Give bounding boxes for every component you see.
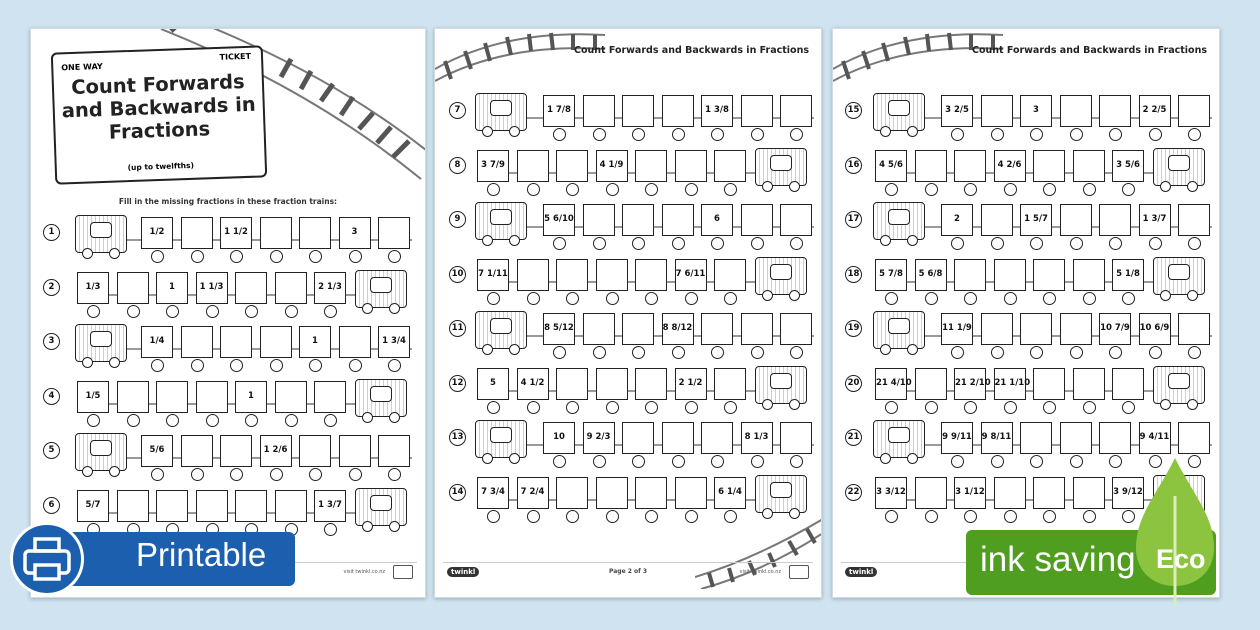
twinkl-logo: twinkl: [845, 567, 877, 577]
train-carriage-blank[interactable]: [1073, 477, 1105, 509]
question-number: 17: [845, 211, 862, 228]
train-carriage-given: 1 1/3: [196, 272, 228, 304]
train-engine-icon: [75, 215, 127, 253]
train-carriage-given: 3 7/9: [477, 150, 509, 182]
train-carriage-given: 1 3/8: [701, 95, 733, 127]
train-carriage-given: 2 1/2: [675, 368, 707, 400]
train-row: [435, 475, 821, 521]
train-carriage-blank[interactable]: [714, 259, 746, 291]
train-carriage-blank[interactable]: [915, 150, 947, 182]
train-carriage-blank[interactable]: [583, 95, 615, 127]
train-engine-icon: [475, 202, 527, 240]
train-carriage-blank[interactable]: [314, 381, 346, 413]
train-carriage-blank[interactable]: [117, 381, 149, 413]
train-carriage-blank[interactable]: [1060, 204, 1092, 236]
train-engine-icon: [755, 475, 807, 513]
page-thumbnail-icon: [789, 565, 809, 579]
train-carriage-given: 8 8/12: [662, 313, 694, 345]
train-carriage-blank[interactable]: [1178, 204, 1210, 236]
eco-label: Eco: [1156, 544, 1206, 574]
train-carriage-given: 5/7: [77, 490, 109, 522]
train-carriage-blank[interactable]: [517, 150, 549, 182]
worksheet-title: Count Forwards and Backwards in Fractions: [61, 69, 257, 144]
footer-url: visit twinkl.co.nz: [343, 569, 385, 575]
train-engine-icon: [75, 324, 127, 362]
instructions: Fill in the missing fractions in these fraction trains:: [118, 197, 338, 206]
train-carriage-blank[interactable]: [741, 204, 773, 236]
train-row: [833, 311, 1219, 357]
train-engine-icon: [755, 366, 807, 404]
question-number: 9: [449, 211, 466, 228]
train-row: [31, 324, 425, 370]
train-carriage-blank[interactable]: [1178, 313, 1210, 345]
train-carriage-blank[interactable]: [181, 435, 213, 467]
train-carriage-given: 3: [339, 217, 371, 249]
train-carriage-blank[interactable]: [339, 326, 371, 358]
railway-track-decoration: [833, 29, 1003, 89]
question-number: 10: [449, 266, 466, 283]
train-carriage-blank[interactable]: [517, 259, 549, 291]
worksheet-page-1: [30, 28, 426, 598]
worksheet-page-2: [434, 28, 822, 598]
train-carriage-blank[interactable]: [915, 477, 947, 509]
printer-icon: [13, 525, 81, 593]
train-carriage-blank[interactable]: [994, 259, 1026, 291]
page-title: Count Forwards and Backwards in Fractions: [971, 45, 1207, 56]
train-carriage-given: 1 3/4: [378, 326, 410, 358]
railway-track-decoration: [435, 29, 605, 89]
train-carriage-blank[interactable]: [260, 326, 292, 358]
train-carriage-blank[interactable]: [1033, 477, 1065, 509]
train-carriage-given: 2 1/3: [314, 272, 346, 304]
train-row: [833, 93, 1219, 139]
leaf-icon: [1134, 456, 1216, 606]
question-number: 22: [845, 484, 862, 501]
train-row: [833, 257, 1219, 303]
train-engine-icon: [873, 202, 925, 240]
question-number: 11: [449, 320, 466, 337]
train-carriage-blank[interactable]: [981, 95, 1013, 127]
question-number: 14: [449, 484, 466, 501]
train-carriage-given: 6 1/4: [714, 477, 746, 509]
train-carriage-blank[interactable]: [714, 368, 746, 400]
train-carriage-blank[interactable]: [1073, 150, 1105, 182]
ink-saving-label: ink saving: [980, 540, 1136, 579]
train-carriage-given: 4 1/2: [517, 368, 549, 400]
train-carriage-given: 3 3/12: [875, 477, 907, 509]
train-carriage-blank[interactable]: [196, 381, 228, 413]
train-row: [833, 366, 1219, 412]
train-carriage-blank[interactable]: [780, 313, 812, 345]
train-carriage-blank[interactable]: [220, 326, 252, 358]
train-carriage-blank[interactable]: [275, 272, 307, 304]
train-carriage-blank[interactable]: [299, 435, 331, 467]
train-carriage-blank[interactable]: [235, 490, 267, 522]
train-carriage-blank[interactable]: [662, 204, 694, 236]
train-carriage-blank[interactable]: [954, 259, 986, 291]
train-carriage-blank[interactable]: [662, 422, 694, 454]
question-number: 5: [43, 442, 60, 459]
train-carriage-blank[interactable]: [378, 217, 410, 249]
train-carriage-given: 10 7/9: [1099, 313, 1131, 345]
train-carriage-blank[interactable]: [622, 204, 654, 236]
train-carriage-blank[interactable]: [220, 435, 252, 467]
train-carriage-blank[interactable]: [780, 204, 812, 236]
train-row: [435, 93, 821, 139]
train-carriage-given: 1 3/7: [314, 490, 346, 522]
train-carriage-blank[interactable]: [780, 422, 812, 454]
train-carriage-blank[interactable]: [1073, 368, 1105, 400]
train-carriage-given: 7 1/11: [477, 259, 509, 291]
train-carriage-blank[interactable]: [117, 272, 149, 304]
train-carriage-blank[interactable]: [1112, 368, 1144, 400]
train-row: [435, 202, 821, 248]
train-carriage-blank[interactable]: [981, 204, 1013, 236]
footer-url: visit twinkl.co.nz: [739, 569, 781, 575]
train-carriage-blank[interactable]: [1178, 422, 1210, 454]
train-engine-icon: [75, 433, 127, 471]
train-carriage-blank[interactable]: [299, 217, 331, 249]
train-carriage-given: 5/6: [141, 435, 173, 467]
train-engine-icon: [755, 257, 807, 295]
question-number: 3: [43, 333, 60, 350]
train-carriage-blank[interactable]: [596, 477, 628, 509]
train-carriage-given: 9 2/3: [583, 422, 615, 454]
train-carriage-given: 8 5/12: [543, 313, 575, 345]
question-number: 12: [449, 375, 466, 392]
train-row: [31, 379, 425, 425]
train-carriage-blank[interactable]: [117, 490, 149, 522]
train-carriage-blank[interactable]: [556, 259, 588, 291]
train-carriage-blank[interactable]: [635, 150, 667, 182]
train-row: [833, 202, 1219, 248]
train-carriage-blank[interactable]: [1060, 95, 1092, 127]
train-carriage-given: 1: [156, 272, 188, 304]
train-engine-icon: [475, 311, 527, 349]
train-row: [31, 215, 425, 261]
train-engine-icon: [1153, 257, 1205, 295]
train-carriage-blank[interactable]: [156, 490, 188, 522]
train-row: [833, 148, 1219, 194]
question-number: 2: [43, 279, 60, 296]
train-engine-icon: [355, 488, 407, 526]
train-row: [435, 148, 821, 194]
train-carriage-blank[interactable]: [378, 435, 410, 467]
train-engine-icon: [1153, 366, 1205, 404]
train-engine-icon: [355, 270, 407, 308]
train-engine-icon: [873, 420, 925, 458]
train-carriage-blank[interactable]: [556, 150, 588, 182]
train-carriage-blank[interactable]: [675, 150, 707, 182]
train-carriage-given: 6: [701, 204, 733, 236]
train-carriage-given: 9 9/11: [941, 422, 973, 454]
ticket-label: TICKET: [219, 51, 252, 62]
train-carriage-given: 1/3: [77, 272, 109, 304]
question-number: 13: [449, 429, 466, 446]
ticket-one-way-label: ONE WAY: [61, 61, 103, 73]
train-carriage-blank[interactable]: [1033, 368, 1065, 400]
train-carriage-given: 2: [941, 204, 973, 236]
train-carriage-blank[interactable]: [701, 313, 733, 345]
train-carriage-blank[interactable]: [275, 490, 307, 522]
train-engine-icon: [873, 311, 925, 349]
train-carriage-given: 1/4: [141, 326, 173, 358]
train-carriage-given: 11 1/9: [941, 313, 973, 345]
train-carriage-given: 3: [1020, 95, 1052, 127]
question-number: 8: [449, 157, 466, 174]
train-carriage-blank[interactable]: [675, 477, 707, 509]
train-carriage-blank[interactable]: [741, 95, 773, 127]
train-carriage-given: 1/2: [141, 217, 173, 249]
train-carriage-blank[interactable]: [596, 259, 628, 291]
train-carriage-given: 21 2/10: [954, 368, 986, 400]
train-row: [31, 433, 425, 479]
train-carriage-blank[interactable]: [714, 150, 746, 182]
question-number: 16: [845, 157, 862, 174]
train-carriage-blank[interactable]: [622, 313, 654, 345]
question-number: 20: [845, 375, 862, 392]
train-carriage-blank[interactable]: [596, 368, 628, 400]
page-number: Page 2 of 3: [609, 568, 647, 575]
title-ticket: [51, 45, 267, 184]
train-carriage-given: 9 4/11: [1139, 422, 1171, 454]
train-carriage-given: 2 2/5: [1139, 95, 1171, 127]
train-carriage-given: 7 3/4: [477, 477, 509, 509]
worksheet-subtitle: (up to twelfths): [127, 160, 195, 173]
train-engine-icon: [1153, 148, 1205, 186]
question-number: 21: [845, 429, 862, 446]
train-engine-icon: [475, 420, 527, 458]
train-carriage-given: 7 2/4: [517, 477, 549, 509]
train-row: [435, 257, 821, 303]
train-carriage-given: 3 1/12: [954, 477, 986, 509]
train-carriage-given: 4 1/9: [596, 150, 628, 182]
train-carriage-blank[interactable]: [741, 313, 773, 345]
ink-saving-eco-badge: [966, 530, 1256, 600]
page-title: Count Forwards and Backwards in Fractions: [573, 45, 809, 56]
train-carriage-blank[interactable]: [622, 422, 654, 454]
train-carriage-blank[interactable]: [1060, 313, 1092, 345]
train-carriage-given: 5 1/8: [1112, 259, 1144, 291]
train-carriage-given: 5 7/8: [875, 259, 907, 291]
train-carriage-blank[interactable]: [635, 259, 667, 291]
train-carriage-blank[interactable]: [339, 435, 371, 467]
train-carriage-blank[interactable]: [156, 381, 188, 413]
question-number: 15: [845, 102, 862, 119]
train-engine-icon: [873, 93, 925, 131]
train-carriage-blank[interactable]: [235, 272, 267, 304]
train-engine-icon: [755, 148, 807, 186]
question-number: 4: [43, 388, 60, 405]
train-carriage-given: 3 9/12: [1112, 477, 1144, 509]
train-carriage-given: 10 6/9: [1139, 313, 1171, 345]
question-number: 7: [449, 102, 466, 119]
train-carriage-blank[interactable]: [1099, 204, 1131, 236]
train-carriage-blank[interactable]: [1178, 95, 1210, 127]
train-carriage-given: 21 4/10: [875, 368, 907, 400]
page-thumbnail-icon: [393, 565, 413, 579]
train-carriage-given: 1: [235, 381, 267, 413]
train-carriage-blank[interactable]: [1099, 422, 1131, 454]
footer-rule: [443, 562, 813, 563]
train-carriage-blank[interactable]: [635, 368, 667, 400]
train-carriage-blank[interactable]: [196, 490, 228, 522]
train-row: [435, 311, 821, 357]
train-carriage-blank[interactable]: [622, 95, 654, 127]
train-carriage-given: 5 6/8: [915, 259, 947, 291]
train-row: [31, 270, 425, 316]
question-number: 1: [43, 224, 60, 241]
train-carriage-blank[interactable]: [583, 313, 615, 345]
train-row: [435, 366, 821, 412]
train-engine-icon: [475, 93, 527, 131]
train-carriage-blank[interactable]: [556, 477, 588, 509]
train-carriage-given: 7 6/11: [675, 259, 707, 291]
train-carriage-blank[interactable]: [275, 381, 307, 413]
train-carriage-given: 1 1/2: [220, 217, 252, 249]
train-carriage-given: 1 7/8: [543, 95, 575, 127]
train-carriage-blank[interactable]: [181, 217, 213, 249]
train-carriage-given: 8 1/3: [741, 422, 773, 454]
train-carriage-given: 5 6/10: [543, 204, 575, 236]
train-carriage-blank[interactable]: [556, 368, 588, 400]
train-carriage-blank[interactable]: [260, 217, 292, 249]
train-carriage-blank[interactable]: [1020, 313, 1052, 345]
train-carriage-blank[interactable]: [701, 422, 733, 454]
train-carriage-blank[interactable]: [915, 368, 947, 400]
train-carriage-blank[interactable]: [583, 204, 615, 236]
question-number: 6: [43, 497, 60, 514]
train-engine-icon: [355, 379, 407, 417]
train-carriage-blank[interactable]: [1033, 150, 1065, 182]
train-row: [435, 420, 821, 466]
train-carriage-blank[interactable]: [1060, 422, 1092, 454]
train-carriage-blank[interactable]: [780, 95, 812, 127]
question-number: 19: [845, 320, 862, 337]
train-carriage-blank[interactable]: [981, 313, 1013, 345]
printable-badge: [10, 522, 295, 596]
train-carriage-blank[interactable]: [181, 326, 213, 358]
train-carriage-blank[interactable]: [635, 477, 667, 509]
train-carriage-given: 21 1/10: [994, 368, 1026, 400]
printer-icon-circle: [10, 522, 84, 596]
train-carriage-given: 5: [477, 368, 509, 400]
train-carriage-given: 9 8/11: [981, 422, 1013, 454]
train-carriage-blank[interactable]: [954, 150, 986, 182]
train-carriage-given: 4 5/6: [875, 150, 907, 182]
train-carriage-given: 1 3/7: [1139, 204, 1171, 236]
train-carriage-given: 1/5: [77, 381, 109, 413]
train-carriage-given: 3 5/6: [1112, 150, 1144, 182]
twinkl-logo: twinkl: [447, 567, 479, 577]
train-carriage-blank[interactable]: [1020, 422, 1052, 454]
train-carriage-blank[interactable]: [994, 477, 1026, 509]
train-carriage-blank[interactable]: [1033, 259, 1065, 291]
train-carriage-given: 1 5/7: [1020, 204, 1052, 236]
train-carriage-given: 1: [299, 326, 331, 358]
train-carriage-given: 1 2/6: [260, 435, 292, 467]
train-carriage-given: 4 2/6: [994, 150, 1026, 182]
train-carriage-blank[interactable]: [1099, 95, 1131, 127]
question-number: 18: [845, 266, 862, 283]
train-carriage-blank[interactable]: [662, 95, 694, 127]
train-carriage-given: 10: [543, 422, 575, 454]
train-carriage-given: 3 2/5: [941, 95, 973, 127]
train-carriage-blank[interactable]: [1073, 259, 1105, 291]
printable-label: Printable: [136, 536, 267, 573]
